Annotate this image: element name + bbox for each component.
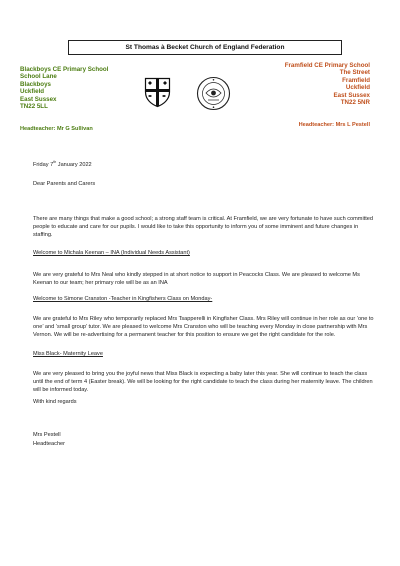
right-school-address	[285, 62, 370, 106]
left-headteacher: Headteacher: Mr G Sullivan	[20, 126, 93, 132]
federation-title: St Thomas à Becket Church of England Federation	[68, 40, 342, 55]
section-heading: Welcome to Michala Keenan – INA (Individual Needs Assistant)	[33, 250, 190, 256]
right-address-line: TN22 5NR	[340, 99, 370, 107]
left-school-address	[20, 66, 108, 110]
right-school-name: Framfield CE Primary School	[284, 62, 370, 69]
left-address-line: TN22 5LL	[20, 103, 48, 111]
right-address-line: Framfield	[342, 76, 370, 84]
right-address-line: Uckfield	[345, 84, 370, 92]
school-seal-logo	[196, 76, 231, 111]
signature-name: Mrs Pestell	[33, 432, 61, 438]
left-address-line: School Lane	[20, 73, 57, 81]
intro-paragraph: There are many things that make a good school; a strong staff team is critical. At Framfield, we are very fortunate to have such committed people to educate and care for our pupils. I would like to take this opportunity to inform you of some imminent and future changes in staffing.	[33, 215, 374, 238]
federation-shield-logo	[144, 77, 171, 108]
letter-date: Friday 7th January 2022	[33, 160, 92, 168]
section-body: We are grateful to Mrs Riley who temporarily replaced Mrs Tsapperelli in Kingfisher Class. Mrs Riley will continue in her role as our ‘one to one’ and ‘small group’ tutor. We are pleased to welcome Mrs Cranston who will be teaching every Monday in close partnership with Mrs Vernon. We will be re-advertising for a permanent teacher for this position to ensure we get the right candidate for the role.	[33, 315, 374, 338]
section-body: We are very pleased to bring you the joyful news that Miss Black is expecting a baby later this year. She will continue to teach the class until the end of term 4 (Easter break). We will be looking for the right candidate to teach the class during her maternity leave. The children will be informed today.	[33, 370, 373, 393]
right-address-line: The Street	[339, 69, 370, 77]
section-heading: Miss Black- Maternity Leave	[33, 351, 103, 357]
section-body: We are very grateful to Mrs Neal who kindly stepped in at short notice to support in Peacocks Class. We are pleased to welcome Ms Keenan to our team; her primary role will be as an INA	[33, 271, 360, 286]
section-heading: Welcome to Simone Cranston -Teacher in Kingfishers Class on Monday-	[33, 296, 213, 302]
right-address-line: East Sussex	[333, 91, 370, 99]
left-school-name: Blackboys CE Primary School	[20, 66, 109, 73]
left-address-line: Uckfield	[20, 88, 45, 96]
left-address-line: Blackboys	[20, 80, 51, 88]
left-address-line: East Sussex	[20, 95, 57, 103]
right-headteacher: Headteacher: Mrs L Pestell	[298, 122, 370, 128]
salutation: Dear Parents and Carers	[33, 181, 96, 187]
signature-role: Headteacher	[33, 441, 66, 447]
closing: With kind regards	[33, 399, 77, 405]
